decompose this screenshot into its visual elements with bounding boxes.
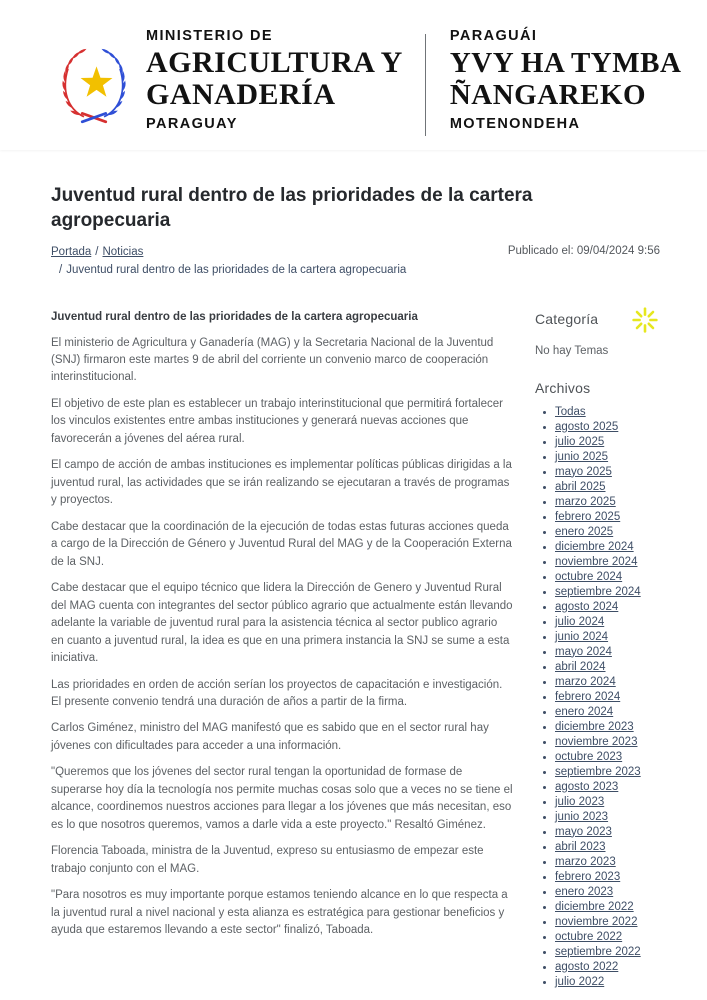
published-date: Publicado el: 09/04/2024 9:56 xyxy=(507,244,660,257)
archive-list-item xyxy=(555,810,660,825)
archive-list-item xyxy=(555,870,660,885)
archive-link[interactable]: abril 2025 xyxy=(555,480,606,493)
article-paragraph: Cabe destacar que la coordinación de la ejecución de todas estas futuras acciones queda a cargo de la Dirección de Género y Juventud Rural del MAG y de la Cooperación Externa de la SNJ. xyxy=(51,520,512,568)
archive-list-item xyxy=(555,750,660,765)
archive-link[interactable]: diciembre 2023 xyxy=(555,720,634,733)
archive-link[interactable]: julio 2025 xyxy=(555,435,605,448)
archive-link[interactable]: julio 2023 xyxy=(555,795,605,808)
archive-link[interactable]: mayo 2024 xyxy=(555,645,612,658)
archive-link[interactable]: agosto 2022 xyxy=(555,960,619,973)
archive-list-item xyxy=(555,525,660,540)
archive-link[interactable]: junio 2023 xyxy=(555,810,609,823)
article-paragraph: Las prioridades en orden de acción serían los proyectos de capacitación e investigación. El presente convenio tendrá una duración de años a partir de la firma. xyxy=(51,678,503,708)
archive-link[interactable]: mayo 2025 xyxy=(555,465,612,478)
archive-list-item xyxy=(555,885,660,900)
archive-link[interactable]: marzo 2024 xyxy=(555,675,616,688)
archive-list-item xyxy=(555,600,660,615)
category-heading: Categoría xyxy=(535,310,599,327)
site-header xyxy=(0,0,707,150)
article-paragraph: El objetivo de este plan es establecer un trabajo interinstitucional que permitirá fortalecer los vinculos existentes entre ambas instituciones y generará nuevas acciones que favorecerán a jóvenes del aérea rural. xyxy=(51,397,503,445)
article-heading: Juventud rural dentro de las prioridades de la cartera agropecuaria xyxy=(51,310,418,323)
article-paragraph: El ministerio de Agricultura y Ganadería (MAG) y la Secretaria Nacional de la Juventud (SNJ) firmaron este martes 9 de abril del corriente un convenio marco de cooperación interinstitucional. xyxy=(51,336,494,384)
ministry-name-1: AGRICULTURA Y xyxy=(146,46,403,79)
archive-link[interactable]: marzo 2023 xyxy=(555,855,616,868)
archive-link[interactable]: febrero 2024 xyxy=(555,690,621,703)
archive-list-item xyxy=(555,945,660,960)
archive-link[interactable]: octubre 2023 xyxy=(555,750,623,763)
guarani-country: MOTENONDEHA xyxy=(449,116,581,132)
archive-list-item xyxy=(555,540,660,555)
archive-list-item xyxy=(555,960,660,975)
breadcrumb-separator: / xyxy=(95,245,99,258)
breadcrumb-portada-link[interactable]: Portada xyxy=(51,245,92,258)
archive-list-item xyxy=(555,510,660,525)
archive-list-item xyxy=(555,480,660,495)
archive-list-item xyxy=(555,735,660,750)
archive-link[interactable]: septiembre 2024 xyxy=(555,585,641,598)
archive-list-item xyxy=(555,615,660,630)
archive-list-item xyxy=(555,855,660,870)
archive-link[interactable]: junio 2025 xyxy=(555,450,609,463)
archive-link[interactable]: agosto 2025 xyxy=(555,420,619,433)
archive-link[interactable]: octubre 2024 xyxy=(555,570,623,583)
archive-list-item xyxy=(555,900,660,915)
archive-list-item xyxy=(555,435,660,450)
ministry-kicker: MINISTERIO DE xyxy=(146,28,273,44)
ministry-country: PARAGUAY xyxy=(146,116,238,132)
archive-link[interactable]: Todas xyxy=(555,405,586,418)
archive-link[interactable]: marzo 2025 xyxy=(555,495,616,508)
breadcrumb-separator: / xyxy=(59,263,63,276)
archive-link[interactable]: mayo 2023 xyxy=(555,825,612,838)
mag-logo xyxy=(52,28,403,132)
archive-link[interactable]: noviembre 2024 xyxy=(555,555,638,568)
archive-link[interactable]: enero 2024 xyxy=(555,705,614,718)
paraguay-emblem-icon xyxy=(52,38,136,130)
archive-list-item xyxy=(555,840,660,855)
article-paragraph: "Para nosotros es muy importante porque estamos teniendo alcance en lo que respecta a la juventud rural a nivel nacional y esta alianza es estratégica para gestionar beneficios y ayuda que estaremos llevando a este sector" finalizó, Taboada. xyxy=(51,889,508,937)
archive-link[interactable]: agosto 2024 xyxy=(555,600,619,613)
article-paragraph: Florencia Taboada, ministra de la Juventud, expreso su entusiasmo de empezar este trabajo conjunto con el MAG. xyxy=(51,845,484,875)
breadcrumb-current: Juventud rural dentro de las prioridades de la cartera agropecuaria xyxy=(66,263,407,276)
article-paragraph: Carlos Giménez, ministro del MAG manifestó que es sabido que en el sector rural hay jóvenes con dificultades para acceder a una información. xyxy=(51,722,489,752)
article-paragraph: "Queremos que los jóvenes del sector rural tengan la oportunidad de formase de superarse hoy día la tecnología nos permite muchas cosas solo que a veces no se tiene el alcance, coordinemos nuestros acciones para llegar a los jóvenes que más necesitan, eso es lo que nosotros queremos, vamos a darle vida a este proyecto." Resaltó Giménez. xyxy=(51,766,513,831)
header-divider xyxy=(425,34,426,136)
archive-link[interactable]: junio 2024 xyxy=(555,630,609,643)
archive-list-item xyxy=(555,585,660,600)
archive-list-item xyxy=(555,930,660,945)
archive-list-item xyxy=(555,825,660,840)
archive-link[interactable]: septiembre 2023 xyxy=(555,765,641,778)
archive-list-item xyxy=(555,660,660,675)
page-title: Juventud rural dentro de las prioridades de la cartera agropecuaria xyxy=(51,185,533,232)
archive-link[interactable]: febrero 2023 xyxy=(555,870,621,883)
yellow-asterisk-icon[interactable] xyxy=(632,307,658,338)
guarani-kicker: PARAGUÁI xyxy=(449,28,538,44)
archive-list-item xyxy=(555,765,660,780)
archive-link[interactable]: octubre 2022 xyxy=(555,930,623,943)
guarani-logo xyxy=(450,28,682,132)
archive-list-item xyxy=(555,420,660,435)
archive-link[interactable]: noviembre 2022 xyxy=(555,915,638,928)
archive-link[interactable]: abril 2023 xyxy=(555,840,606,853)
archive-link[interactable]: febrero 2025 xyxy=(555,510,621,523)
breadcrumb-noticias-link[interactable]: Noticias xyxy=(102,245,144,258)
ministry-name-2: GANADERÍA xyxy=(146,78,336,111)
archive-list-item xyxy=(555,780,660,795)
article-paragraph: El campo de acción de ambas instituciones es implementar políticas públicas dirigidas a la juventud rural, las actividades que se irán realizando se ejecutaran a través de programas y proyectos. xyxy=(51,459,512,507)
archive-list-item xyxy=(555,495,660,510)
guarani-name-2: ÑANGAREKO xyxy=(449,79,647,111)
archive-link[interactable]: julio 2022 xyxy=(555,975,605,988)
archive-link[interactable]: diciembre 2022 xyxy=(555,900,634,913)
archive-list-item xyxy=(555,630,660,645)
archive-list-item xyxy=(555,405,660,420)
archive-link[interactable]: septiembre 2022 xyxy=(555,945,641,958)
archive-link[interactable]: enero 2025 xyxy=(555,525,614,538)
sidebar xyxy=(513,311,660,990)
archive-link[interactable]: noviembre 2023 xyxy=(555,735,638,748)
category-empty-text: No hay Temas xyxy=(535,344,609,357)
archive-link[interactable]: abril 2024 xyxy=(555,660,606,673)
archive-list-item xyxy=(555,975,660,990)
archive-list-item xyxy=(555,570,660,585)
article-body xyxy=(51,335,513,940)
archive-list-item xyxy=(555,465,660,480)
guarani-name-1: YVY HA TYMBA xyxy=(449,47,682,79)
archives-heading: Archivos xyxy=(535,379,591,396)
archive-link[interactable]: julio 2024 xyxy=(555,615,605,628)
archive-list-item xyxy=(555,915,660,930)
archive-list-item xyxy=(555,450,660,465)
archive-list-item xyxy=(555,690,660,705)
archive-list-item xyxy=(555,675,660,690)
archive-list xyxy=(535,405,660,990)
archive-link[interactable]: agosto 2023 xyxy=(555,780,619,793)
article xyxy=(51,311,513,990)
archive-list-item xyxy=(555,705,660,720)
archive-link[interactable]: enero 2023 xyxy=(555,885,614,898)
archive-list-item xyxy=(555,555,660,570)
main-content xyxy=(0,183,707,990)
archive-list-item xyxy=(555,645,660,660)
archive-link[interactable]: diciembre 2024 xyxy=(555,540,634,553)
archive-list-item xyxy=(555,795,660,810)
breadcrumb xyxy=(51,243,406,279)
article-paragraph: Cabe destacar que el equipo técnico que lidera la Dirección de Genero y Juventud Rural del MAG cuenta con integrantes del sector público agrario que actualmente están llevando adelante la variable de juventud rural para la asistencia técnica al sector publico agrario en cuanto a juventud rural, la idea es que en una primera instancia la SNJ se sume a esta iniciativa. xyxy=(51,582,513,665)
archive-list-item xyxy=(555,720,660,735)
